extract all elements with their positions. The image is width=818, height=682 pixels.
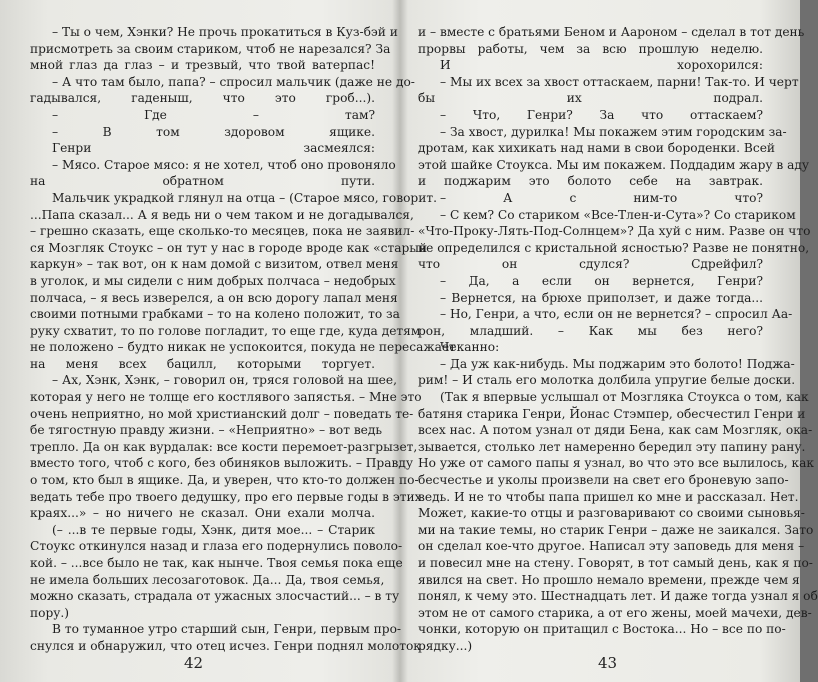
text-line: на меня всех бацилл, которыми торгует. <box>30 356 375 371</box>
text-line: он сделал кое-что другое. Написал эту заповедь для меня – <box>418 539 805 554</box>
text-line: не определился с кристальной ясностью? Разве не понятно, <box>418 240 810 255</box>
text-line: Генри засмеялся: <box>52 141 375 156</box>
text-line: этой шайке Стоукса. Мы им покажем. Поддадим жару в аду <box>418 157 810 172</box>
text-line: рядку...) <box>418 638 473 653</box>
text-line: – грешно сказать, еще сколько-то месяцев, пока не заявил- <box>30 224 415 239</box>
page-number-right: 43 <box>598 654 618 672</box>
right-page <box>418 24 818 655</box>
text-line: – А с ним-то что? <box>440 190 763 205</box>
text-line: – В том здоровом ящике. <box>52 124 375 139</box>
text-line: – За хвост, дурилка! Мы покажем этим городским за- <box>440 124 787 139</box>
text-line: присмотреть за своим стариком, чтоб не нарезался? За <box>30 41 391 56</box>
text-line: И хорохорился: <box>440 58 763 73</box>
text-line: – Ах, Хэнк, Хэнк, – говорил он, тряся головой на шее, <box>52 373 397 388</box>
text-line: трепло. Да он как вурдалак: все кости перемоет-разгрызет, <box>30 439 418 454</box>
text-line: – С кем? Со стариком «Все-Тлен-и-Сута»? Со стариком <box>440 207 796 222</box>
text-line: Стоукс откинулся назад и глаза его подернулись поволо- <box>30 539 403 554</box>
text-line: – Мы их всех за хвост оттаскаем, парни! Так-то. И черт <box>440 74 799 89</box>
text-line: бы их подрал. <box>418 91 763 106</box>
text-line: (– ...в те первые годы, Хэнк, дитя мое... – Старик <box>52 522 375 537</box>
text-line: – Но, Генри, а что, если он не вернется? – спросил Аа- <box>440 307 793 322</box>
text-line: дротам, как хихикать над нами в свои бороденки. Всей <box>418 141 776 156</box>
text-line: ведать тебе про твоего дедушку, про его первые годы в этих <box>30 489 422 504</box>
text-line: и повесил мне на стену. Говорят, в тот самый день, как я по- <box>418 556 813 570</box>
text-line: явился на свет. Но прошло немало времени, прежде чем я <box>418 572 800 587</box>
text-line: В то туманное утро старший сын, Генри, первым про- <box>52 622 402 637</box>
text-line: зывается, столько лет намеренно бередил эту папину рану. <box>418 439 806 454</box>
text-line: – А что там было, папа? – спросил мальчик (даже не до- <box>52 74 415 89</box>
text-line: понял, к чему это. Шестнадцать лет. И даже тогда узнал я об <box>418 589 818 604</box>
text-line: ...Папа сказал... А я ведь ни о чем таком и не догадывался, <box>30 207 414 222</box>
text-line: не положено – будто никак не успокоится, покуда не пересажает <box>30 340 456 355</box>
text-line: можно сказать, страдала от ужасных злосчастий... – в ту <box>30 589 400 604</box>
text-line: Чеканно: <box>440 340 500 355</box>
text-line: пору.) <box>30 605 70 620</box>
text-line: – Да, а если он вернется, Генри? <box>440 273 763 288</box>
text-line: и – вместе с братьями Беном и Аароном – сделал в тот день <box>418 25 805 39</box>
text-line: полчаса, – я весь изверелся, а он всю дорогу лапал меня <box>30 290 398 305</box>
text-line: кой. – ...все было не так, как нынче. Твоя семья пока еще <box>30 556 403 570</box>
text-line: – Мясо. Старое мясо: я не хотел, чтоб оно провоняло <box>52 157 396 172</box>
text-line: – Где – там? <box>52 107 375 122</box>
text-line: которая у него не толще его костлявого запястья. – Мне это <box>30 390 422 405</box>
text-line: каркун» – так вот, он к нам домой с визитом, отвел меня <box>30 257 399 272</box>
text-line: руку схватит, то по голове погладит, то еще где, куда детям <box>30 323 421 338</box>
text-line: Но уже от самого папы я узнал, во что это все вылилось, как <box>418 456 814 471</box>
text-line: и поджарим это болото себе на завтрак. <box>418 174 763 189</box>
text-line: – Ты о чем, Хэнки? Не прочь прокатиться в Куз-бэй и <box>52 25 398 39</box>
text-line: ся Мозгляк Стоукс – он тут у нас в городе вроде как «старый <box>30 240 428 255</box>
text-line: очень неприятно, но мой христианский долг – поведать те- <box>30 406 414 421</box>
text-line: прорвы работы, чем за всю прошлую неделю. <box>418 41 763 56</box>
text-line: рон, младший. – Как мы без него? <box>418 323 763 338</box>
text-line: что он сдулся? Сдрейфил? <box>418 257 763 272</box>
text-line: мной глаз да глаз – и трезвый, что твой ватерпас! <box>30 58 375 73</box>
text-line: – Да уж как-нибудь. Мы поджарим это болото! Поджа- <box>440 356 795 371</box>
text-line: гадывался, гаденыш, что это гроб...). <box>30 91 375 106</box>
text-line: чонки, которую он притащил с Востока... Но – все по по- <box>418 622 786 637</box>
text-line: «Что-Проку-Лять-Под-Солнцем»? Да хуй с ним. Разве он что <box>418 224 811 239</box>
text-line: всех нас. А потом узнал от дяди Бена, как сам Мозгляк, ока- <box>418 423 813 438</box>
text-line: вместо того, чтоб с кого, без обиняков выложить. – Правду <box>30 456 414 471</box>
text-line: краях...» – но ничего не сказал. Они ехали молча. <box>30 506 375 521</box>
text-line: (Так я впервые услышал от Мозгляка Стоукса о том, как <box>440 390 809 405</box>
text-line: Может, какие-то отцы и разговаривают со своими сыновья- <box>418 506 805 521</box>
page-number-left: 42 <box>184 654 204 672</box>
text-line: своими потными грабками – то на колено положит, то за <box>30 307 400 322</box>
text-line: Мальчик украдкой глянул на отца – (Старое мясо, говорит. <box>52 190 437 205</box>
text-line: на обратном пути. <box>30 174 375 189</box>
text-line: – Вернется, на брюхе приползет, и даже тогда... <box>440 290 763 305</box>
text-line: о том, кто был в ящике. Да, и уверен, что кто-то должен по- <box>30 473 419 488</box>
text-line: батяня старика Генри, Йонас Стэмпер, обесчестил Генри и <box>418 406 806 421</box>
text-line: в уголок, и мы сидели с ним добрых полчаса – недобрых <box>30 273 396 288</box>
text-line: ми на такие темы, но старик Генри – даже не заикался. Зато <box>418 522 814 537</box>
text-line: снулся и обнаружил, что отец исчез. Генри поднял молоток <box>30 638 421 653</box>
text-line: – Что, Генри? За что оттаскаем? <box>440 107 763 122</box>
text-line: не имела больших лесозаготовок. Да... Да, твоя семья, <box>30 572 385 587</box>
text-line: ведь. И не то чтобы папа пришел ко мне и рассказал. Нет. <box>418 489 799 504</box>
text-line: этом не от самого старика, а от его жены, моей мачехи, дев- <box>418 605 812 620</box>
text-line: бе тягостную правду жизни. – «Неприятно» – вот ведь <box>30 423 383 438</box>
text-line: рим! – И сталь его молотка долбила упругие белые доски. <box>418 373 796 388</box>
text-line: бесчестье и уколы произвели на свет его броневую запо- <box>418 473 789 488</box>
